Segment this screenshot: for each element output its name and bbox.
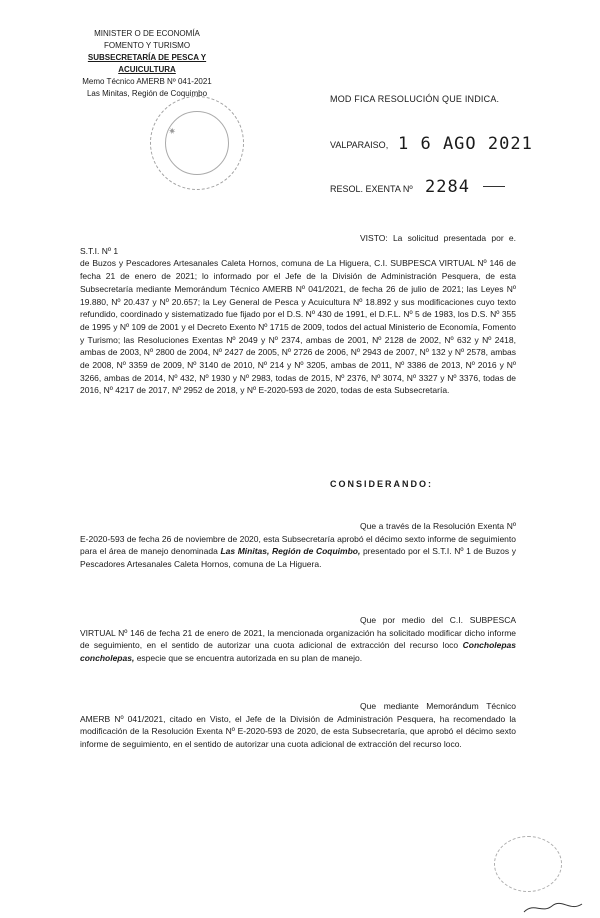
document-date: 1 6 AGO 2021 [398,134,533,154]
species-name: Concholepas concholepas, [80,640,516,664]
stamp-mark: ✷ [167,125,179,139]
considerando-heading: CONSIDERANDO: [330,479,434,489]
document-title: MOD FICA RESOLUCIÓN QUE INDICA. [330,94,500,104]
place-label: VALPARAISO, [330,140,389,150]
p1-before: Que a través de la Resolución Exenta Nº E-2020-593 de fecha 26 de noviembre de 2020, esta Subsecretaría aprobó el décimo sexto informe de seguimiento para el área de manejo denominada [80,521,516,557]
resolution-label: RESOL. EXENTA Nº [330,184,413,194]
resolution-underline [483,186,505,187]
p1-after: presentado por el S.T.I. Nº 1 de Buzos y Pescadores Artesanales Caleta Hornos, comuna de La Higuera. [80,546,516,570]
signature-scribble [522,900,584,916]
p2-before: Que por medio del C.I. SUBPESCA VIRTUAL Nº 146 de fecha 21 de enero de 2021, la mencionada organización ha solicitado modificar dicho informe de seguimiento, en el sentido de autorizar una cuota adicional de extracción del recurso loco [80,615,516,651]
p2-after: especie que se encuentra autorizada en su plan de manejo. [136,653,363,664]
visto-body: de Buzos y Pescadores Artesanales Caleta Hornos, comuna de La Higuera, C.I. SUBPESCA VIRTUAL Nº 146 de fecha 21 de enero de 2021; lo informado por el Jefe de la División de Administración Pesquera, de esta Subsecretaría mediante Memorándum Técnico AMERB Nº 041/2021, de fecha 26 de julio de 2021; las Leyes Nº 19.880, Nº 20.437 y Nº 20.657; la Ley General de Pesca y Acuicultura Nº 18.892 y sus modificaciones cuyo texto refundido, coordinado y sistematizado fue fijado por el D.S. Nº 430 de 1991, el D.F.L. Nº 5 de 1983, los D.S. Nº 355 de 1995 y Nº 109 de 2001 y el Decreto Exento Nº 1715 de 2009, todos del actual Ministerio de Economía, Fomento y Turismo; las Resoluciones Exentas Nº 2049 y Nº 2374, ambas de 2001, Nº 2128 de 2002, Nº 632 y Nº 2418, ambas de 2003, Nº 2800 de 2004, Nº 2427 de 2005, Nº 2726 de 2006, Nº 2943 de 2007, Nº 132 y Nº 2578, ambas de 2008, Nº 3359 de 2009, Nº 3140 de 2010, Nº 214 y Nº 3205, ambas de 2011, Nº 3386 de 2013, Nº 2016 y Nº 3266, ambas de 2014, Nº 432, Nº 1930 y Nº 2983, todas de 2015, Nº 2376, Nº 3074, Nº 3327 y Nº 3376, todas de 2016, Nº 4217 de 2017, Nº 2952 de 2018, y Nº E-2020-593 de 2020, todas de esta Subsecretaría. [80,258,516,396]
header-line-3: SUBSECRETARÍA DE PESCA Y ACUICULTURA [87,53,207,74]
header-line-2: FOMENTO Y TURISMO [103,41,191,50]
resolution-number: 2284 [425,177,470,197]
header-line-1: MINISTER O DE ECONOMÍA [94,29,200,38]
official-stamp [150,96,244,190]
considerando-paragraph-1 [80,520,516,571]
considerando-paragraph-2 [80,614,516,665]
area-name: Las Minitas, Región de Coquimbo, [220,546,361,557]
header-line-5: Las Minitas, Región de Coquimbo [86,89,208,98]
ministry-header [62,28,232,100]
page-seal [494,836,562,892]
header-line-4: Memo Técnico AMERB Nº 041-2021 [82,77,212,86]
visto-paragraph [80,232,516,397]
visto-lead: VISTO: La solicitud presentada por e. S.T.I. Nº 1 [80,233,516,256]
considerando-paragraph-3: Que mediante Memorándum Técnico AMERB Nº 041/2021, citado en Visto, el Jefe de la División de Administración Pesquera, ha recomendado la modificación de la Resolución Exenta Nº E-2020-593 de 2020, de esta Subsecretaría, que aprobó el décimo sexto informe de seguimiento, en el sentido de autorizar una cuota adicional de extracción del recurso loco. [80,701,516,750]
stamp-inner-ring [165,111,229,175]
